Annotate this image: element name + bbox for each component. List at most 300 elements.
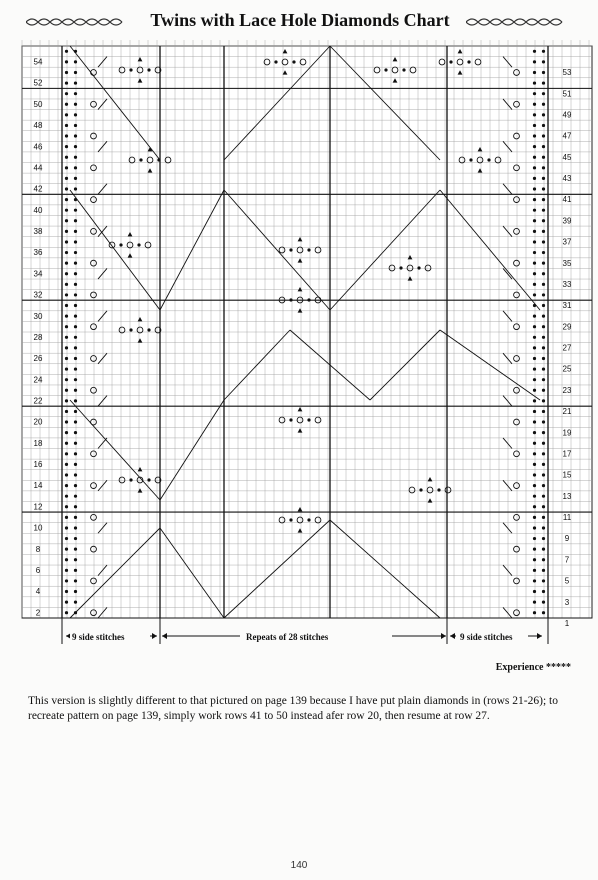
purl-dot-symbol [74,240,77,243]
purl-dot-symbol [542,50,545,53]
purl-dot-symbol [65,209,68,212]
purl-dot-symbol [542,495,545,498]
purl-dot-symbol [542,463,545,466]
purl-dot-symbol [542,71,545,74]
purl-dot-symbol [533,346,536,349]
purl-dot-symbol [542,590,545,593]
purl-dot-symbol [65,283,68,286]
row-number-left: 54 [33,57,43,67]
purl-dot-symbol [74,262,77,265]
purl-dot-symbol [533,579,536,582]
purl-dot-symbol [65,166,68,169]
row-number-left: 32 [33,290,43,300]
purl-dot-symbol [74,420,77,423]
purl-dot-symbol [533,505,536,508]
purl-dot-symbol [74,113,77,116]
purl-dot-symbol [74,548,77,551]
purl-dot-symbol [65,71,68,74]
purl-dot-symbol [307,248,310,251]
purl-dot-symbol [289,248,292,251]
page-number: 140 [290,860,308,871]
purl-dot-symbol [533,516,536,519]
purl-dot-symbol [65,357,68,360]
purl-dot-symbol [533,177,536,180]
experience-rating: Experience ***** [495,662,571,673]
row-number-left: 26 [33,354,43,364]
purl-dot-symbol [74,399,77,402]
purl-dot-symbol [129,478,132,481]
row-number-left: 24 [33,375,43,385]
purl-dot-symbol [65,346,68,349]
purl-dot-symbol [533,145,536,148]
purl-dot-symbol [533,50,536,53]
purl-dot-symbol [469,158,472,161]
purl-dot-symbol [542,240,545,243]
purl-dot-symbol [74,601,77,604]
purl-dot-symbol [74,389,77,392]
purl-dot-symbol [129,328,132,331]
row-number-left: 2 [35,608,41,618]
purl-dot-symbol [533,103,536,106]
purl-dot-symbol [533,431,536,434]
purl-dot-symbol [449,60,452,63]
purl-dot-symbol [542,272,545,275]
purl-dot-symbol [542,262,545,265]
row-number-left: 28 [33,332,43,342]
purl-dot-symbol [139,158,142,161]
purl-dot-symbol [307,418,310,421]
purl-dot-symbol [533,357,536,360]
purl-dot-symbol [533,558,536,561]
purl-dot-symbol [65,113,68,116]
arrow-left-icon [450,633,455,639]
purl-dot-symbol [533,336,536,339]
row-number-right: 13 [562,491,572,501]
purl-dot-symbol [65,590,68,593]
row-number-left: 18 [33,438,43,448]
purl-dot-symbol [65,81,68,84]
purl-dot-symbol [65,601,68,604]
purl-dot-symbol [65,537,68,540]
row-number-right: 45 [562,152,572,162]
row-number-left: 20 [33,417,43,427]
purl-dot-symbol [542,537,545,540]
purl-dot-symbol [542,177,545,180]
purl-dot-symbol [74,357,77,360]
purl-dot-symbol [74,166,77,169]
purl-dot-symbol [542,219,545,222]
arrow-right-icon [152,633,157,639]
purl-dot-symbol [542,187,545,190]
row-number-right: 23 [562,385,572,395]
row-number-left: 42 [33,184,43,194]
purl-dot-symbol [533,463,536,466]
row-number-right: 15 [562,470,572,480]
purl-dot-symbol [74,325,77,328]
purl-dot-symbol [74,156,77,159]
purl-dot-symbol [533,272,536,275]
purl-dot-symbol [542,293,545,296]
purl-dot-symbol [74,367,77,370]
purl-dot-symbol [65,124,68,127]
purl-dot-symbol [533,315,536,318]
purl-dot-symbol [384,68,387,71]
purl-dot-symbol [65,473,68,476]
row-number-left: 34 [33,269,43,279]
purl-dot-symbol [74,60,77,63]
row-number-left: 10 [33,523,43,533]
row-number-left: 14 [33,481,43,491]
row-number-left: 6 [35,565,41,575]
purl-dot-symbol [542,473,545,476]
purl-dot-symbol [542,166,545,169]
purl-dot-symbol [65,526,68,529]
purl-dot-symbol [542,315,545,318]
purl-dot-symbol [542,230,545,233]
purl-dot-symbol [74,81,77,84]
purl-dot-symbol [65,548,68,551]
purl-dot-symbol [65,156,68,159]
purl-dot-symbol [119,243,122,246]
purl-dot-symbol [74,145,77,148]
purl-dot-symbol [74,187,77,190]
purl-dot-symbol [65,293,68,296]
purl-dot-symbol [533,325,536,328]
row-number-right: 9 [564,534,570,544]
purl-dot-symbol [533,420,536,423]
purl-dot-symbol [147,68,150,71]
caption-right-side-stitches: 9 side stitches [460,632,513,642]
row-number-right: 53 [562,68,572,78]
row-number-right: 51 [562,89,572,99]
purl-dot-symbol [74,177,77,180]
purl-dot-symbol [74,124,77,127]
purl-dot-symbol [533,389,536,392]
purl-dot-symbol [74,134,77,137]
arrow-right-icon [441,633,446,639]
purl-dot-symbol [533,81,536,84]
purl-dot-symbol [307,298,310,301]
row-number-right: 35 [562,258,572,268]
purl-dot-symbol [542,611,545,614]
purl-dot-symbol [74,315,77,318]
purl-dot-symbol [533,611,536,614]
purl-dot-symbol [533,219,536,222]
purl-dot-symbol [533,209,536,212]
row-number-left: 44 [33,163,43,173]
row-number-right: 3 [564,597,570,607]
purl-dot-symbol [65,558,68,561]
purl-dot-symbol [74,293,77,296]
purl-dot-symbol [542,526,545,529]
purl-dot-symbol [74,71,77,74]
purl-dot-symbol [402,68,405,71]
purl-dot-symbol [292,60,295,63]
purl-dot-symbol [65,219,68,222]
purl-dot-symbol [74,537,77,540]
purl-dot-symbol [542,198,545,201]
purl-dot-symbol [65,272,68,275]
purl-dot-symbol [74,505,77,508]
purl-dot-symbol [533,473,536,476]
row-number-left: 50 [33,99,43,109]
purl-dot-symbol [74,410,77,413]
row-number-left: 48 [33,121,43,131]
purl-dot-symbol [65,304,68,307]
purl-dot-symbol [65,240,68,243]
purl-dot-symbol [65,50,68,53]
purl-dot-symbol [399,266,402,269]
purl-dot-symbol [65,399,68,402]
purl-dot-symbol [419,488,422,491]
purl-dot-symbol [65,431,68,434]
caption-repeat-stitches: Repeats of 28 stitches [246,632,329,642]
purl-dot-symbol [65,315,68,318]
row-number-right: 31 [562,301,572,311]
purl-dot-symbol [74,579,77,582]
purl-dot-symbol [65,420,68,423]
purl-dot-symbol [74,336,77,339]
purl-dot-symbol [65,569,68,572]
purl-dot-symbol [147,478,150,481]
row-number-right: 41 [562,195,572,205]
purl-dot-symbol [65,367,68,370]
row-number-left: 40 [33,205,43,215]
purl-dot-symbol [533,187,536,190]
row-number-left: 4 [35,587,41,597]
purl-dot-symbol [65,230,68,233]
purl-dot-symbol [65,145,68,148]
purl-dot-symbol [542,283,545,286]
purl-dot-symbol [74,463,77,466]
purl-dot-symbol [487,158,490,161]
purl-dot-symbol [533,410,536,413]
purl-dot-symbol [533,124,536,127]
purl-dot-symbol [65,516,68,519]
row-number-left: 30 [33,311,43,321]
purl-dot-symbol [74,558,77,561]
pattern-note: This version is slightly different to that pictured on page 139 because I have put plain diamonds in (rows 21-26); to recreate pattern on page 139, simply work rows 41 to 50 instead afer row 20, then resume at row 27. [28,695,558,722]
purl-dot-symbol [533,367,536,370]
purl-dot-symbol [533,399,536,402]
purl-dot-symbol [533,240,536,243]
purl-dot-symbol [74,209,77,212]
row-number-right: 17 [562,449,572,459]
purl-dot-symbol [74,346,77,349]
purl-dot-symbol [74,473,77,476]
purl-dot-symbol [65,495,68,498]
purl-dot-symbol [542,113,545,116]
row-number-right: 25 [562,364,572,374]
purl-dot-symbol [542,431,545,434]
purl-dot-symbol [437,488,440,491]
purl-dot-symbol [74,103,77,106]
purl-dot-symbol [65,336,68,339]
purl-dot-symbol [542,209,545,212]
purl-dot-symbol [65,60,68,63]
purl-dot-symbol [74,304,77,307]
purl-dot-symbol [542,145,545,148]
purl-dot-symbol [542,516,545,519]
purl-dot-symbol [307,518,310,521]
row-number-left: 22 [33,396,43,406]
purl-dot-symbol [533,378,536,381]
purl-dot-symbol [65,463,68,466]
purl-dot-symbol [542,81,545,84]
purl-dot-symbol [65,378,68,381]
row-number-right: 43 [562,174,572,184]
purl-dot-symbol [533,601,536,604]
purl-dot-symbol [533,283,536,286]
purl-dot-symbol [74,431,77,434]
purl-dot-symbol [65,452,68,455]
purl-dot-symbol [542,304,545,307]
purl-dot-symbol [542,484,545,487]
purl-dot-symbol [542,103,545,106]
purl-dot-symbol [533,537,536,540]
purl-dot-symbol [533,60,536,63]
purl-dot-symbol [147,328,150,331]
purl-dot-symbol [74,590,77,593]
row-number-left: 16 [33,460,43,470]
purl-dot-symbol [74,92,77,95]
purl-dot-symbol [533,495,536,498]
purl-dot-symbol [542,60,545,63]
purl-dot-symbol [542,336,545,339]
purl-dot-symbol [533,548,536,551]
purl-dot-symbol [65,251,68,254]
purl-dot-symbol [542,156,545,159]
row-number-right: 39 [562,216,572,226]
purl-dot-symbol [65,579,68,582]
purl-dot-symbol [74,452,77,455]
purl-dot-symbol [289,298,292,301]
purl-dot-symbol [542,378,545,381]
purl-dot-symbol [542,558,545,561]
purl-dot-symbol [542,410,545,413]
purl-dot-symbol [533,442,536,445]
purl-dot-symbol [65,177,68,180]
purl-dot-symbol [65,505,68,508]
arrow-right-icon [537,633,542,639]
purl-dot-symbol [542,124,545,127]
arrow-left-icon [162,633,167,639]
purl-dot-symbol [542,420,545,423]
purl-dot-symbol [74,484,77,487]
purl-dot-symbol [74,230,77,233]
purl-dot-symbol [533,590,536,593]
purl-dot-symbol [542,325,545,328]
purl-dot-symbol [542,92,545,95]
purl-dot-symbol [65,262,68,265]
purl-dot-symbol [533,484,536,487]
purl-dot-symbol [74,272,77,275]
row-number-left: 38 [33,227,43,237]
purl-dot-symbol [65,611,68,614]
purl-dot-symbol [74,526,77,529]
purl-dot-symbol [65,198,68,201]
purl-dot-symbol [542,579,545,582]
purl-dot-symbol [542,505,545,508]
row-number-right: 21 [562,407,572,417]
purl-dot-symbol [542,442,545,445]
purl-dot-symbol [74,378,77,381]
row-number-left: 12 [33,502,43,512]
row-number-right: 27 [562,343,572,353]
row-number-right: 29 [562,322,572,332]
purl-dot-symbol [65,187,68,190]
purl-dot-symbol [542,601,545,604]
purl-dot-symbol [65,325,68,328]
row-number-right: 33 [562,279,572,289]
row-number-right: 11 [562,513,572,523]
purl-dot-symbol [542,251,545,254]
row-number-left: 46 [33,142,43,152]
purl-dot-symbol [137,243,140,246]
purl-dot-symbol [542,346,545,349]
purl-dot-symbol [542,389,545,392]
caption-left-side-stitches: 9 side stitches [72,632,125,642]
purl-dot-symbol [533,71,536,74]
purl-dot-symbol [542,367,545,370]
purl-dot-symbol [157,158,160,161]
purl-dot-symbol [74,219,77,222]
purl-dot-symbol [542,134,545,137]
row-number-right: 1 [564,618,570,628]
purl-dot-symbol [289,518,292,521]
purl-dot-symbol [533,113,536,116]
purl-dot-symbol [289,418,292,421]
row-number-right: 19 [562,428,572,438]
purl-dot-symbol [533,569,536,572]
row-number-left: 36 [33,248,43,258]
purl-dot-symbol [533,262,536,265]
purl-dot-symbol [542,452,545,455]
purl-dot-symbol [533,251,536,254]
row-number-right: 5 [564,576,570,586]
purl-dot-symbol [74,495,77,498]
purl-dot-symbol [533,134,536,137]
page-title: Twins with Lace Hole Diamonds Chart [150,10,450,30]
purl-dot-symbol [65,484,68,487]
purl-dot-symbol [65,442,68,445]
purl-dot-symbol [542,569,545,572]
purl-dot-symbol [65,92,68,95]
purl-dot-symbol [65,389,68,392]
row-number-right: 49 [562,110,572,120]
purl-dot-symbol [65,103,68,106]
purl-dot-symbol [65,134,68,137]
purl-dot-symbol [467,60,470,63]
purl-dot-symbol [417,266,420,269]
purl-dot-symbol [533,92,536,95]
purl-dot-symbol [74,442,77,445]
purl-dot-symbol [74,283,77,286]
row-number-right: 47 [562,131,572,141]
purl-dot-symbol [74,251,77,254]
purl-dot-symbol [533,452,536,455]
purl-dot-symbol [542,357,545,360]
row-number-left: 8 [35,544,41,554]
purl-dot-symbol [274,60,277,63]
purl-dot-symbol [542,548,545,551]
purl-dot-symbol [533,526,536,529]
purl-dot-symbol [533,230,536,233]
purl-dot-symbol [542,399,545,402]
purl-dot-symbol [65,410,68,413]
purl-dot-symbol [533,166,536,169]
row-number-left: 52 [33,78,43,88]
